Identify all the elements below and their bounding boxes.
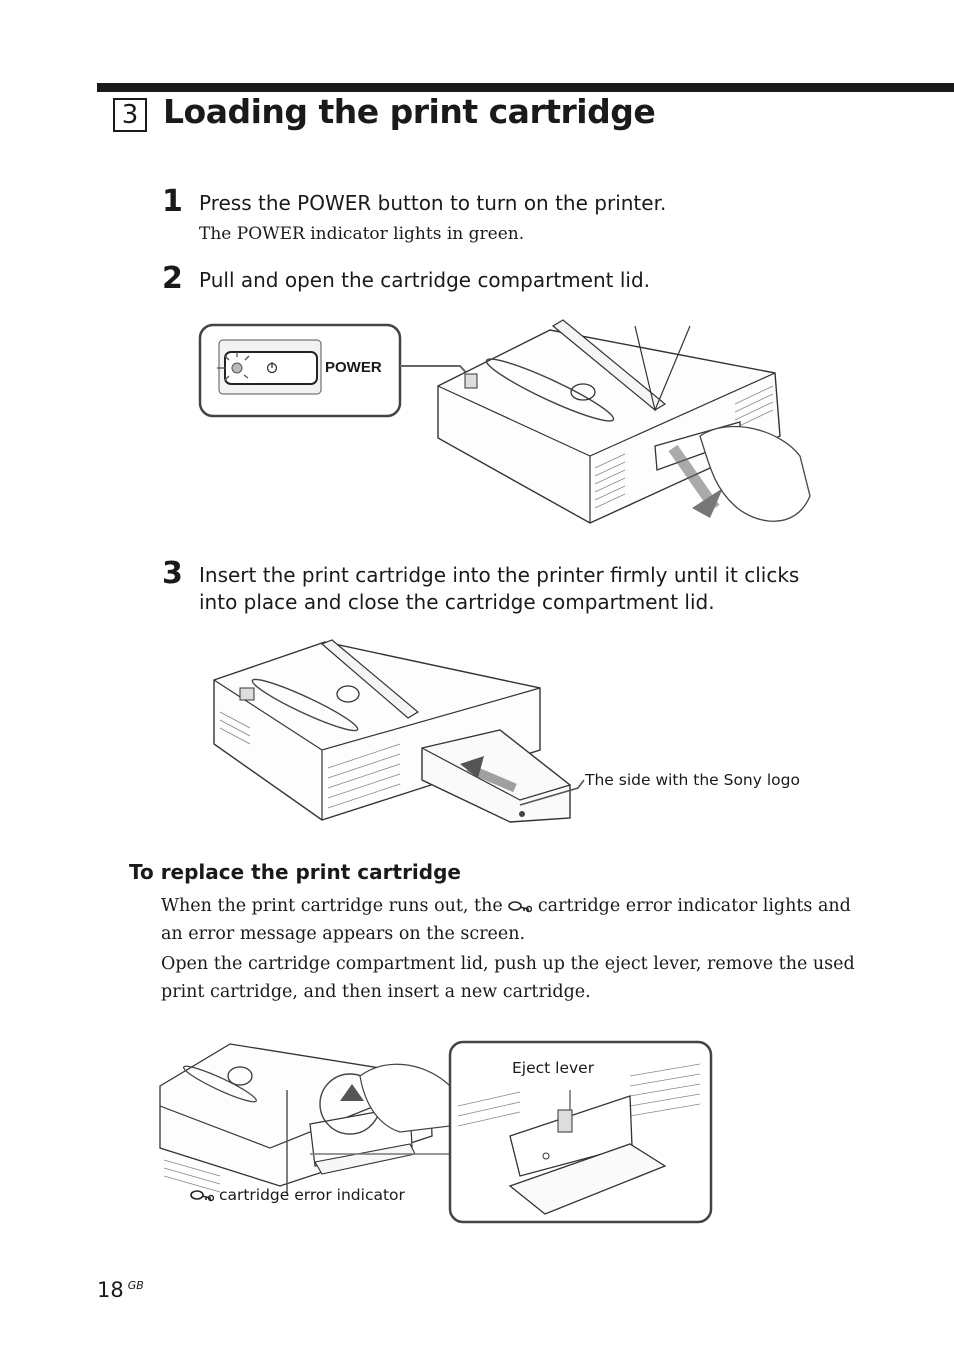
step-1-text: Press the POWER button to turn on the printer. (199, 191, 667, 215)
para1-after: cartridge error indicator lights and an error message appears on the screen. (161, 896, 851, 944)
eject-lever-callout: Eject lever (512, 1059, 595, 1077)
section-number-box: 3 (113, 98, 147, 132)
step-2-number: 2 (162, 261, 183, 296)
cartridge-error-indicator-icon (190, 1189, 214, 1203)
error-indicator-callout (190, 1186, 405, 1204)
step-3-text-line2: into place and close the cartridge compartment lid. (199, 590, 715, 614)
page-suffix: GB (127, 1279, 144, 1292)
sony-logo-callout: The side with the Sony logo (585, 771, 800, 789)
page-number (97, 1278, 144, 1302)
figure-open-lid (195, 318, 815, 530)
top-rule (97, 83, 954, 92)
error-indicator-label: cartridge error indicator (218, 1186, 405, 1204)
cartridge-error-icon (508, 900, 532, 914)
power-label: POWER (325, 359, 382, 376)
replace-heading: To replace the print cartridge (129, 860, 461, 884)
power-led (232, 363, 242, 373)
step-1-note: The POWER indicator lights in green. (199, 224, 525, 244)
page-title: Loading the print cartridge (163, 92, 656, 131)
figure-insert-cartridge (210, 640, 590, 830)
step-3-text-line1: Insert the print cartridge into the printer firmly until it clicks (199, 563, 800, 587)
para1-before: When the print cartridge runs out, the (161, 896, 503, 916)
step-2-text: Pull and open the cartridge compartment lid. (199, 268, 650, 292)
page-number-value: 18 (97, 1278, 124, 1302)
step-3-number: 3 (162, 556, 183, 591)
replace-paragraph-1 (161, 892, 876, 948)
replace-paragraph-2: Open the cartridge compartment lid, push up the eject lever, remove the used print cartridge, and then insert a new cartridge. (161, 954, 855, 1002)
step-1-number: 1 (162, 184, 183, 219)
